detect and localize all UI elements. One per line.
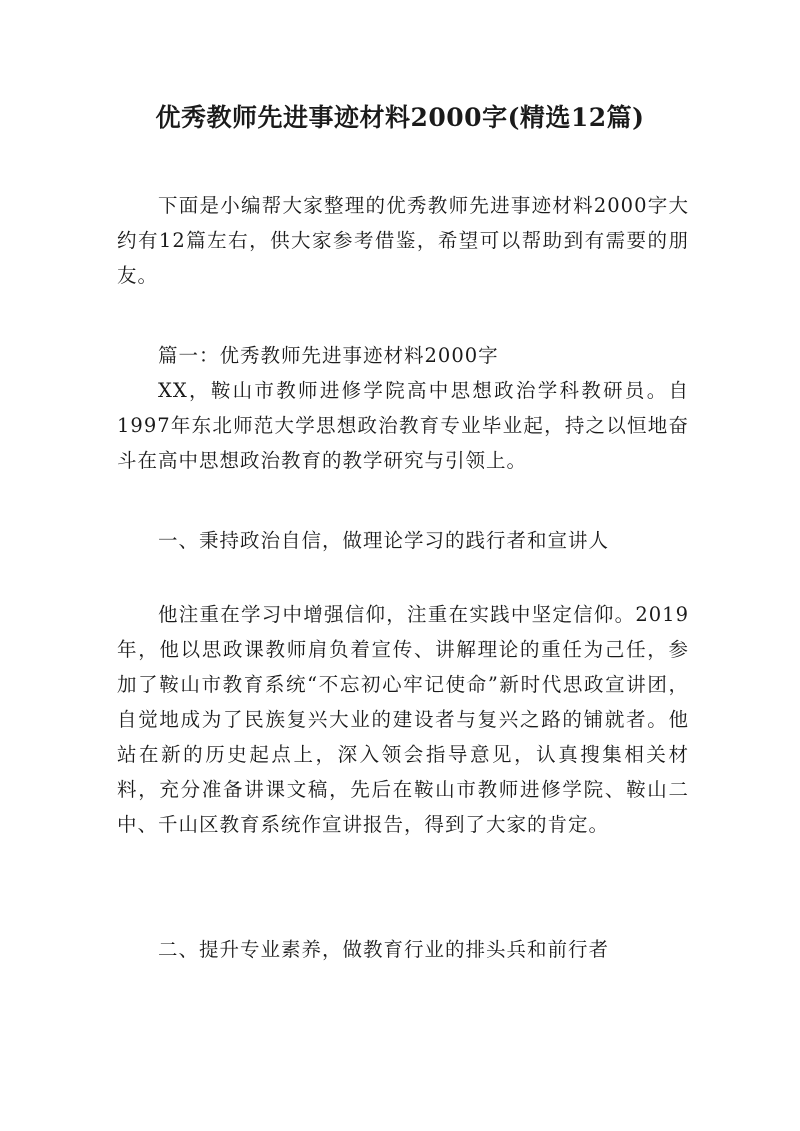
- section-heading-2: 二、提升专业素养，做教育行业的排头兵和前行者: [158, 938, 610, 961]
- body-paragraph-1: XX，鞍山市教师进修学院高中思想政治学科教研员。自1997年东北师范大学思想政治教育专业毕业起，持之以恒地奋斗在高中思想政治教育的教学研究与引领上。: [117, 379, 689, 472]
- body-paragraph-2: 他注重在学习中增强信仰，注重在实践中坚定信仰。2019年，他以思政课教师肩负着宣传、讲解理论的重任为己任，参加了鞍山市教育系统“不忘初心牢记使命”新时代思政宣讲团，自觉地成为了民族复兴大业的建设者与复兴之路的铺就者。他站在新的历史起点上，深入领会指导意见，认真搜集相关材料，充分准备讲课文稿，先后在鞍山市教师进修学院、鞍山二中、千山区教育系统作宣讲报告，得到了大家的肯定。: [117, 603, 689, 836]
- section-title: 篇一：优秀教师先进事迹材料2000字: [158, 344, 499, 367]
- section-heading-1: 一、秉持政治自信，做理论学习的践行者和宣讲人: [158, 529, 610, 552]
- document-title: 优秀教师先进事迹材料2000字(精选12篇): [155, 103, 645, 132]
- intro-paragraph: 下面是小编帮大家整理的优秀教师先进事迹材料2000字大约有12篇左右，供大家参考借鉴，希望可以帮助到有需要的朋友。: [117, 194, 689, 287]
